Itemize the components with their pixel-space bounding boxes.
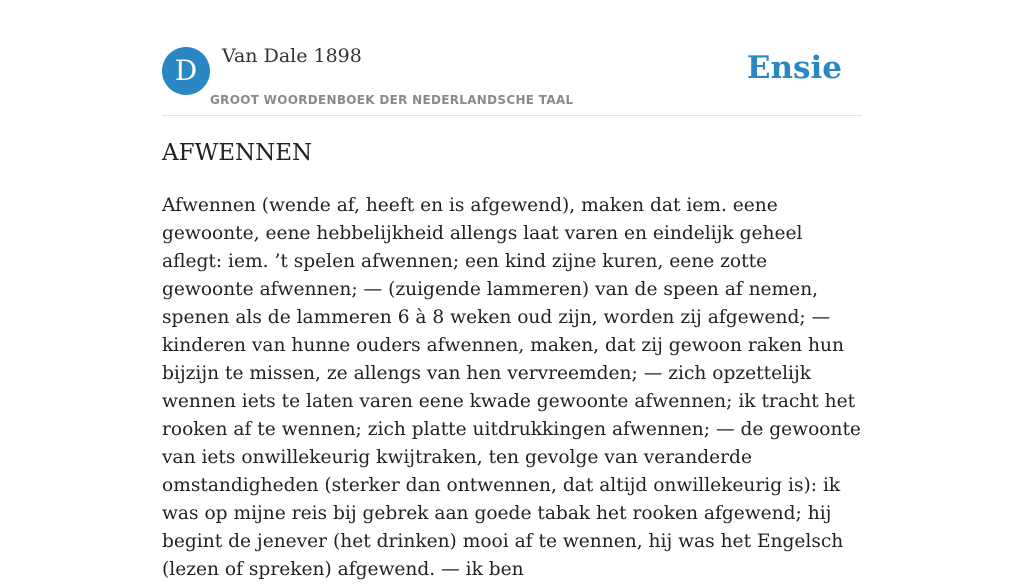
brand-logo[interactable]: Ensie bbox=[746, 50, 842, 86]
header bbox=[162, 0, 862, 116]
page bbox=[162, 0, 862, 580]
dictionary-subtitle: GROOT WOORDENBOEK DER NEDERLANDSCHE TAAL bbox=[210, 93, 574, 107]
headword: AFWENNEN bbox=[162, 140, 313, 166]
logo-letter: D bbox=[174, 54, 198, 87]
definition-text: Afwennen (wende af, heeft en is afgewend), maken dat iem. eene gewoonte, eene hebbelijkheid allengs laat varen en eindelijk geheel aflegt: iem. ’t spelen afwennen; een kind zijne kuren, eene zotte gewoonte afwennen; — (zuigende lammeren) van de speen af nemen, spenen als de lammeren 6 à 8 weken oud zijn, worden zij afgewend; — kinderen van hunne ouders afwennen, maken, dat zij gewoon raken hun bijzijn te missen, ze allengs van hen vervreemden; — zich opzettelijk wennen iets te laten varen eene kwade gewoonte afwennen; ik tracht het rooken af te wennen; zich platte uitdrukkingen afwennen; — de gewoonte van iets onwillekeurig kwijtraken, ten gevolge van veranderde omstandigheden (sterker dan ontwennen, dat altijd onwillekeurig is): ik was op mijne reis bij gebrek aan goede tabak het rooken afgewend; hij begint de jenever (het drinken) mooi af te wennen, hij was het Engelsch (lezen of spreken) afgewend. — ik ben bbox=[162, 195, 861, 580]
dictionary-logo[interactable] bbox=[162, 47, 210, 95]
dictionary-title[interactable]: Van Dale 1898 bbox=[222, 45, 362, 67]
